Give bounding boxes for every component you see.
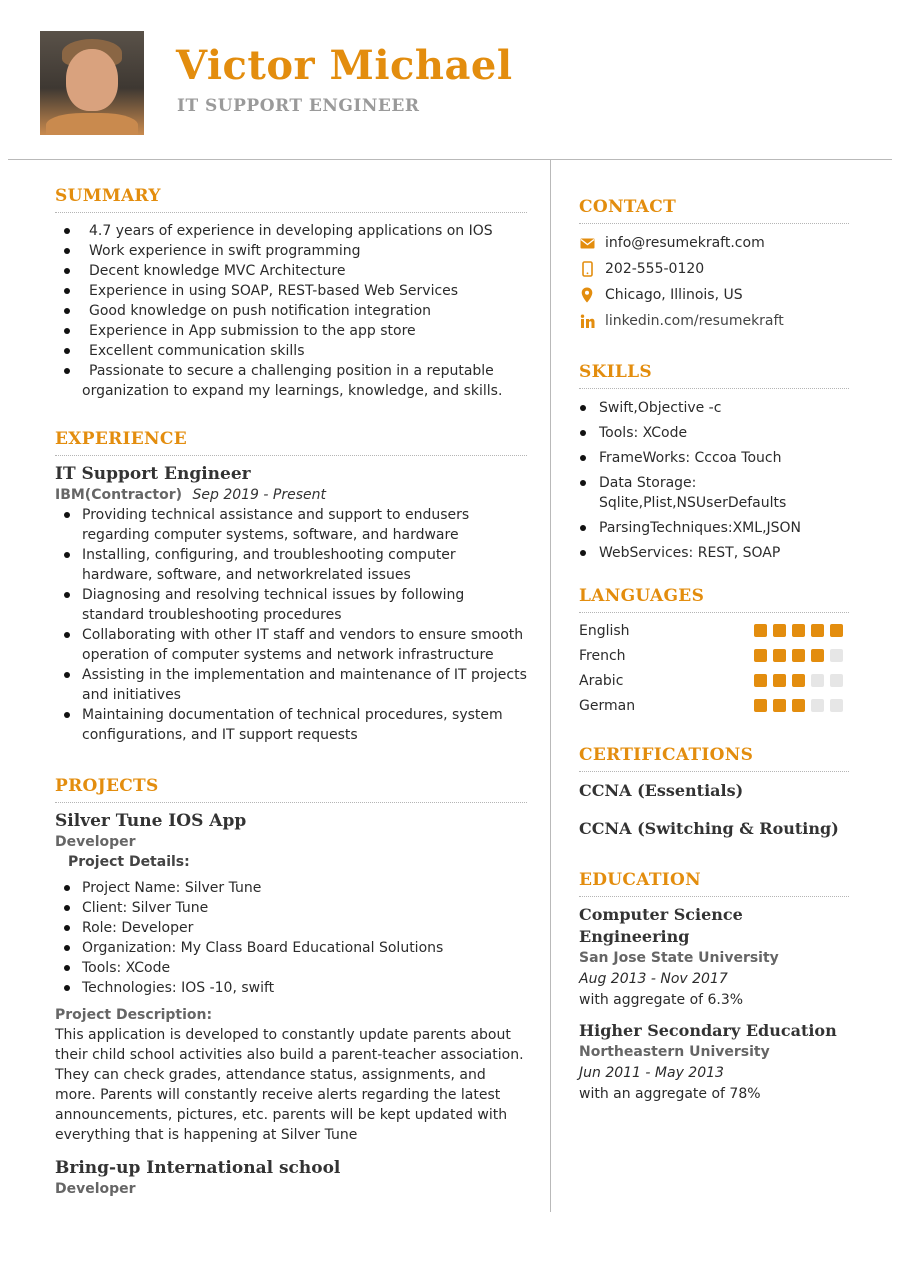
phone-icon xyxy=(579,261,595,277)
summary-item: Experience in using SOAP, REST-based Web Services xyxy=(55,281,527,301)
job-meta xyxy=(55,485,527,505)
job-company: IBM(Contractor) xyxy=(55,487,183,503)
level-dot-empty xyxy=(830,649,843,662)
project-detail: Technologies: IOS -10, swift xyxy=(55,978,527,998)
education-section xyxy=(579,868,849,1105)
project-role: Developer xyxy=(55,1181,136,1197)
level-dot-filled xyxy=(792,699,805,712)
level-dot-empty xyxy=(830,699,843,712)
job-dates: Sep 2019 - Present xyxy=(192,487,326,503)
job-duty: Installing, configuring, and troubleshooting computer hardware, software, and networkrelated issues xyxy=(55,545,527,585)
education-dates: Jun 2011 - May 2013 xyxy=(579,1065,724,1081)
level-dot-filled xyxy=(754,624,767,637)
language-name: German xyxy=(579,697,636,714)
summary-item: Good knowledge on push notification integration xyxy=(55,301,527,321)
summary-item: Work experience in swift programming xyxy=(55,241,527,261)
project-description-label: Project Description: xyxy=(55,1007,213,1023)
language-row xyxy=(579,693,849,718)
project-details-list xyxy=(55,878,527,998)
level-dot-filled xyxy=(792,674,805,687)
language-name: French xyxy=(579,647,626,664)
level-dot-filled xyxy=(773,649,786,662)
job-entry xyxy=(55,463,527,745)
level-dot-filled xyxy=(754,699,767,712)
education-grade: with aggregate of 6.3% xyxy=(579,992,744,1008)
language-level xyxy=(754,674,843,687)
contact-linkedin[interactable] xyxy=(579,308,849,334)
project-detail: Role: Developer xyxy=(55,918,527,938)
project-role: Developer xyxy=(55,834,136,850)
level-dot-filled xyxy=(773,699,786,712)
level-dot-filled xyxy=(754,649,767,662)
certification-item: CCNA (Switching & Routing) xyxy=(579,819,839,838)
level-dot-filled xyxy=(754,674,767,687)
certifications-title: CERTIFICATIONS xyxy=(579,743,849,772)
project-detail: Project Name: Silver Tune xyxy=(55,878,527,898)
languages-section xyxy=(579,584,849,718)
level-dot-filled xyxy=(811,624,824,637)
summary-item: Excellent communication skills xyxy=(55,341,527,361)
certifications-section xyxy=(579,743,849,840)
skill-item: Swift,Objective -c xyxy=(579,398,849,418)
skill-item: WebServices: REST, SOAP xyxy=(579,543,849,563)
skill-item: Data Storage: Sqlite,Plist,NSUserDefaults xyxy=(579,473,849,513)
job-duty: Collaborating with other IT staff and vendors to ensure smooth operation of computer systems and network infrastructure xyxy=(55,625,527,665)
linkedin-text: linkedin.com/resumekraft xyxy=(605,313,784,329)
project-detail: Client: Silver Tune xyxy=(55,898,527,918)
level-dot-empty xyxy=(811,699,824,712)
job-duty: Diagnosing and resolving technical issues by following standard troubleshooting procedures xyxy=(55,585,527,625)
experience-title: EXPERIENCE xyxy=(55,427,527,456)
location-pin-icon xyxy=(579,287,595,303)
education-degree: Higher Secondary Education xyxy=(579,1021,837,1040)
summary-title: SUMMARY xyxy=(55,184,527,213)
level-dot-filled xyxy=(792,624,805,637)
job-duties xyxy=(55,505,527,745)
summary-item: Decent knowledge MVC Architecture xyxy=(55,261,527,281)
languages-list xyxy=(579,618,849,718)
header-divider xyxy=(8,159,892,160)
level-dot-filled xyxy=(792,649,805,662)
contact-location xyxy=(579,282,849,308)
level-dot-filled xyxy=(830,624,843,637)
education-school: Northeastern University xyxy=(579,1044,770,1060)
profile-photo xyxy=(40,31,144,135)
project-detail: Tools: XCode xyxy=(55,958,527,978)
summary-list xyxy=(55,221,527,401)
skill-item: FrameWorks: Cccoa Touch xyxy=(579,448,849,468)
summary-item: 4.7 years of experience in developing applications on IOS xyxy=(55,221,527,241)
level-dot-filled xyxy=(773,624,786,637)
level-dot-filled xyxy=(811,649,824,662)
skill-item: ParsingTechniques:XML,JSON xyxy=(579,518,849,538)
location-text: Chicago, Illinois, US xyxy=(605,287,743,303)
level-dot-filled xyxy=(773,674,786,687)
right-column xyxy=(579,195,849,1105)
project-details-label: Project Details: xyxy=(68,854,190,870)
language-row xyxy=(579,618,849,643)
language-name: English xyxy=(579,622,630,639)
contact-email[interactable] xyxy=(579,230,849,256)
education-school: San Jose State University xyxy=(579,950,779,966)
language-level xyxy=(754,624,843,637)
skills-list xyxy=(579,398,849,563)
email-text: info@resumekraft.com xyxy=(605,235,765,251)
contact-section xyxy=(579,195,849,334)
project-name: Silver Tune IOS App xyxy=(55,811,247,831)
candidate-name: Victor Michael xyxy=(176,42,513,89)
education-grade: with an aggregate of 78% xyxy=(579,1086,761,1102)
level-dot-empty xyxy=(830,674,843,687)
column-divider xyxy=(550,160,551,1212)
candidate-role: IT SUPPORT ENGINEER xyxy=(177,96,420,116)
skills-title: SKILLS xyxy=(579,360,849,389)
contact-title: CONTACT xyxy=(579,195,849,224)
job-duty: Providing technical assistance and support to endusers regarding computer systems, software, and hardware xyxy=(55,505,527,545)
language-row xyxy=(579,668,849,693)
envelope-icon xyxy=(579,235,595,251)
summary-item: Passionate to secure a challenging position in a reputable organization to expand my learnings, knowledge, and skills. xyxy=(55,361,527,401)
education-entry xyxy=(579,904,849,1011)
summary-section xyxy=(55,184,527,401)
linkedin-icon xyxy=(579,313,595,329)
phone-text: 202-555-0120 xyxy=(605,261,705,277)
language-level xyxy=(754,699,843,712)
education-dates: Aug 2013 - Nov 2017 xyxy=(579,971,728,987)
project-name: Bring-up International school xyxy=(55,1158,341,1178)
skills-section xyxy=(579,360,849,563)
experience-section xyxy=(55,427,527,745)
certification-item: CCNA (Essentials) xyxy=(579,781,744,800)
language-level xyxy=(754,649,843,662)
summary-item: Experience in App submission to the app store xyxy=(55,321,527,341)
contact-phone[interactable] xyxy=(579,256,849,282)
left-column xyxy=(55,184,527,1199)
education-degree: Computer Science Engineering xyxy=(579,905,743,946)
project-description: This application is developed to constantly update parents about their child school activities also build a parent-teacher association. They can check grades, attendance status, assignments, and more. Parents will constantly receive alerts regarding the latest announcements, pictures, etc. parents will be kept updated with everything that is happening at Silver Tune xyxy=(55,1027,524,1143)
projects-section xyxy=(55,774,527,1199)
job-title: IT Support Engineer xyxy=(55,464,251,484)
projects-title: PROJECTS xyxy=(55,774,527,803)
skill-item: Tools: XCode xyxy=(579,423,849,443)
project-entry xyxy=(55,1157,527,1199)
job-duty: Maintaining documentation of technical procedures, system configurations, and IT support requests xyxy=(55,705,527,745)
language-row xyxy=(579,643,849,668)
level-dot-empty xyxy=(811,674,824,687)
job-duty: Assisting in the implementation and maintenance of IT projects and initiatives xyxy=(55,665,527,705)
project-detail: Organization: My Class Board Educational Solutions xyxy=(55,938,527,958)
education-title: EDUCATION xyxy=(579,868,849,897)
education-entry xyxy=(579,1020,849,1105)
language-name: Arabic xyxy=(579,672,624,689)
project-entry xyxy=(55,810,527,1145)
languages-title: LANGUAGES xyxy=(579,584,849,613)
